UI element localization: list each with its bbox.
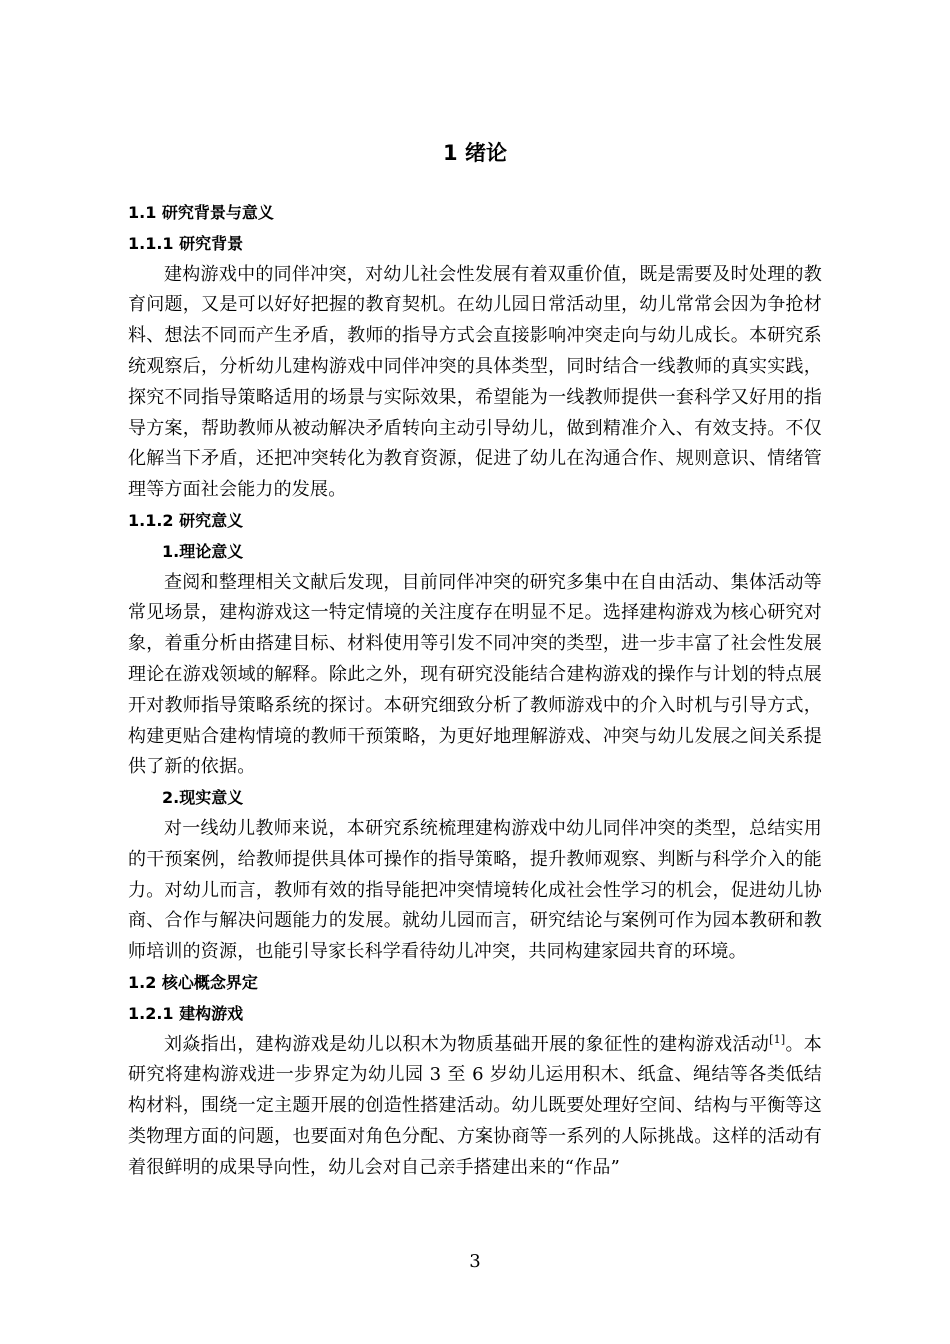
paragraph-research-background: 建构游戏中的同伴冲突，对幼儿社会性发展有着双重价值，既是需要及时处理的教育问题，又是可以好好把握的教育契机。在幼儿园日常活动里，幼儿常常会因为争抢材料、想法不同而产生矛盾，教师的指导方式会直接影响冲突走向与幼儿成长。本研究系统观察后，分析幼儿建构游戏中同伴冲突的具体类型，同时结合一线教师的真实实践，探究不同指导策略适用的场景与实际效果，希望能为一线教师提供一套科学又好用的指导方案，帮助教师从被动解决矛盾转向主动引导幼儿，做到精准介入、有效支持。不仅化解当下矛盾，还把冲突转化为教育资源，促进了幼儿在沟通合作、规则意识、情绪管理等方面社会能力的发展。 (128, 263, 822, 501)
section-heading-1-2: 1.2 核心概念界定 (128, 972, 258, 992)
paragraph-construction-play-end: 。本研究将建构游戏进一步界定为幼儿园 3 至 6 岁幼儿运用积木、纸盒、绳结等各类低结构材料，围绕一定主题开展的创造性搭建活动。幼儿既要处理好空间、结构与平衡等这类物理方面的问题，也要面对角色分配、方案协商等一系列的人际挑战。这样的活动有着很鲜明的成果导向性，幼儿会对自己亲手搭建出来的“作品” (128, 1033, 822, 1178)
citation-ref-1[interactable]: [1] (769, 1032, 786, 1046)
section-heading-1-1-1: 1.1.1 研究背景 (128, 233, 244, 253)
page-content (128, 198, 822, 1184)
paragraph-construction-play (128, 1030, 822, 1184)
section-heading-1-1: 1.1 研究背景与意义 (128, 203, 274, 222)
subheading-theory-significance: 1.理论意义 (162, 541, 244, 561)
chapter-title: 1 绪论 (443, 141, 507, 165)
paragraph-construction-play-start: 刘焱指出，建构游戏是幼儿以积木为物质基础开展的象征性的建构游戏活动 (164, 1033, 770, 1055)
subheading-practical-significance: 2.现实意义 (162, 788, 244, 808)
section-heading-1-1-2: 1.1.2 研究意义 (128, 510, 244, 530)
paragraph-theory-significance: 查阅和整理相关文献后发现，目前同伴冲突的研究多集中在自由活动、集体活动等常见场景，建构游戏这一特定情境的关注度存在明显不足。选择建构游戏为核心研究对象，着重分析由搭建目标、材料使用等引发不同冲突的类型，进一步丰富了社会性发展理论在游戏领域的解释。除此之外，现有研究没能结合建构游戏的操作与计划的特点展开对教师指导策略系统的探讨。本研究细致分析了教师游戏中的介入时机与引导方式，构建更贴合建构情境的教师干预策略，为更好地理解游戏、冲突与幼儿发展之间关系提供了新的依据。 (128, 571, 822, 778)
page-number: 3 (469, 1251, 481, 1272)
paragraph-practical-significance: 对一线幼儿教师来说，本研究系统梳理建构游戏中幼儿同伴冲突的类型，总结实用的干预案例，给教师提供具体可操作的指导策略，提升教师观察、判断与科学介入的能力。对幼儿而言，教师有效的指导能把冲突情境转化成社会性学习的机会，促进幼儿协商、合作与解决问题能力的发展。就幼儿园而言，研究结论与案例可作为园本教研和教师培训的资源，也能引导家长科学看待幼儿冲突，共同构建家园共育的环境。 (128, 817, 822, 963)
section-heading-1-2-1: 1.2.1 建构游戏 (128, 1003, 244, 1023)
